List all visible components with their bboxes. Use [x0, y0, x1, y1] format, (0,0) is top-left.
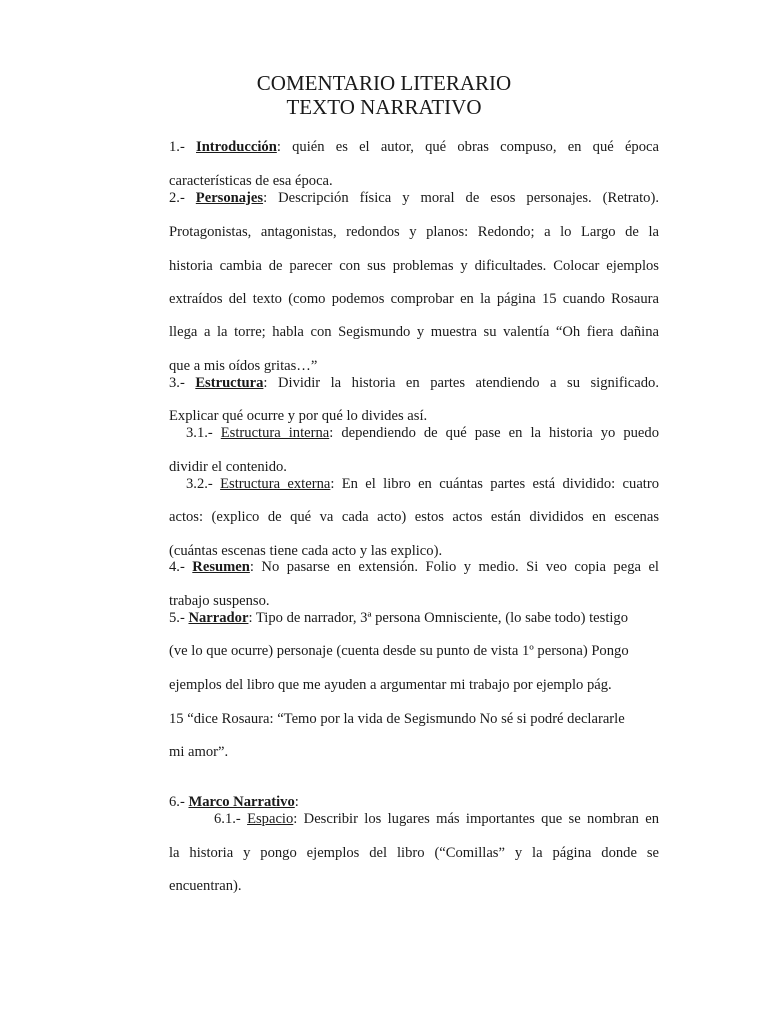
section-2-line-6: que a mis oídos gritas…” — [169, 358, 318, 374]
section-5-line-3: ejemplos del libro que me ayuden a argumentar mi trabajo por ejemplo pág. — [169, 677, 612, 693]
section-3-2-line-2: actos: (explico de qué va cada acto) estos actos están divididos en escenas — [169, 509, 659, 525]
section-1-line-1: 1.- Introducción: quién es el autor, qué obras compuso, en qué época — [169, 139, 659, 155]
section-5-line-5: mi amor”. — [169, 744, 229, 760]
document-title: COMENTARIO LITERARIO — [256, 71, 512, 95]
section-3-1-heading: Estructura interna — [220, 425, 330, 441]
document-subtitle: TEXTO NARRATIVO — [286, 95, 482, 119]
section-3-line-2: Explicar qué ocurre y por qué lo divides así. — [169, 408, 428, 424]
section-3-1-line-2: dividir el contenido. — [169, 459, 287, 475]
section-6-1-line-3: encuentran). — [169, 878, 242, 894]
section-2-line-4: extraídos del texto (como podemos comprobar en la página 15 cuando Rosaura — [169, 291, 659, 307]
section-3-1-line-1: 3.1.- Estructura interna: dependiendo de qué pase en la historia yo puedo — [186, 425, 660, 441]
section-1-line-2: características de esa época. — [169, 173, 333, 189]
section-5-line-4: 15 “dice Rosaura: “Temo por la vida de Segismundo No sé si podré declararle — [169, 711, 625, 727]
section-6-line-1: 6.- Marco Narrativo: — [169, 794, 299, 810]
section-6-1-line-1: 6.1.- Espacio: Describir los lugares más importantes que se nombran en — [214, 811, 659, 827]
section-4-heading: Resumen — [192, 559, 250, 575]
section-4-line-1: 4.- Resumen: No pasarse en extensión. Folio y medio. Si veo copia pega el — [169, 559, 659, 575]
section-2-line-1: 2.- Personajes: Descripción física y moral de esos personajes. (Retrato). — [169, 190, 659, 206]
section-5-line-2: (ve lo que ocurre) personaje (cuenta desde su punto de vista 1º persona) Pongo — [169, 643, 629, 659]
section-4-line-2: trabajo suspenso. — [169, 593, 270, 609]
section-2-line-5: llega a la torre; habla con Segismundo y muestra su valentía “Oh fiera dañina — [169, 324, 659, 340]
section-3-2-line-1: 3.2.- Estructura externa: En el libro en cuántas partes está dividido: cuatro — [186, 476, 660, 492]
section-6-1-heading: Espacio — [247, 811, 294, 827]
section-3-heading: Estructura — [195, 375, 264, 391]
section-3-2-line-3: (cuántas escenas tiene cada acto y las explico). — [169, 543, 443, 559]
section-6-1-line-2: la historia y pongo ejemplos del libro (“Comillas” y la página donde se — [169, 845, 659, 861]
section-1-heading: Introducción — [196, 139, 277, 155]
section-5-line-1: 5.- Narrador: Tipo de narrador, 3ª persona Omnisciente, (lo sabe todo) testigo — [169, 610, 629, 626]
section-3-2-heading: Estructura externa — [220, 476, 331, 492]
section-2-heading: Personajes — [195, 190, 264, 206]
section-2-line-2: Protagonistas, antagonistas, redondos y planos: Redondo; a lo Largo de la — [169, 224, 659, 240]
section-5-heading: Narrador — [188, 610, 249, 626]
section-3-line-1: 3.- Estructura: Dividir la historia en partes atendiendo a su significado. — [169, 375, 659, 391]
section-6-heading: Marco Narrativo — [188, 794, 295, 810]
section-2-line-3: historia cambia de parecer con sus problemas y dificultades. Colocar ejemplos — [169, 258, 659, 274]
